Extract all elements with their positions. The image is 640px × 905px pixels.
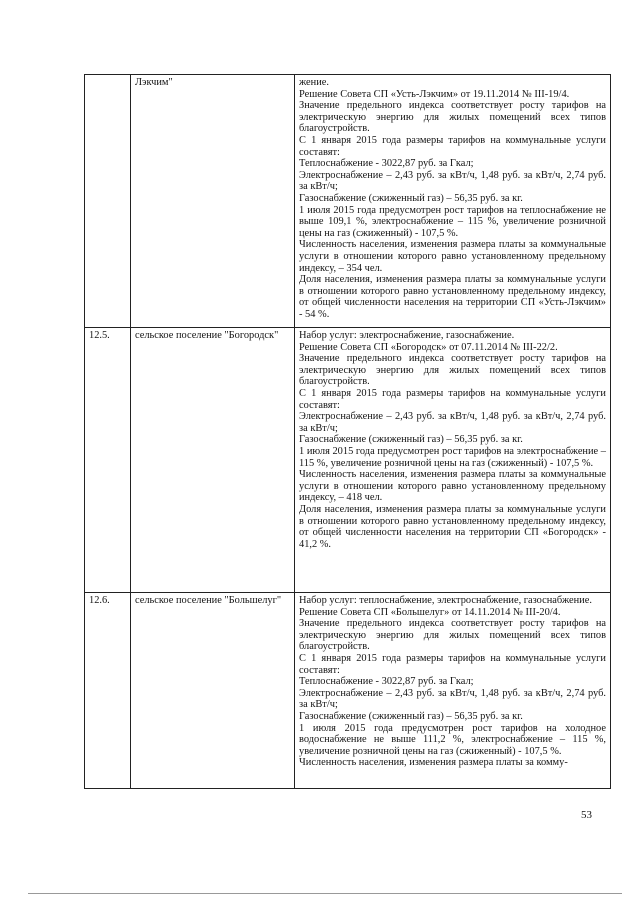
description-line: Электроснабжение – 2,43 руб. за кВт/ч, 1,48 руб. за кВт/ч, 2,74 руб. за кВт/ч; bbox=[299, 687, 606, 711]
settlement-name-cell: сельское поселение "Богородск" bbox=[131, 328, 295, 593]
description-line: Набор услуг: теплоснабжение, электроснабжение, газоснабжение. bbox=[299, 595, 592, 606]
description-line: Решение Совета СП «Большелуг» от 14.11.2014 № III-20/4. bbox=[299, 606, 561, 618]
description-line: Теплоснабжение - 3022,87 руб. за Гкал; bbox=[299, 676, 474, 688]
description-line: Газоснабжение (сжиженный газ) – 56,35 руб. за кг. bbox=[299, 434, 523, 446]
description-line: Доля населения, изменения размера платы за коммунальные услуги в отношении которого равно установленному предельному индексу, от общей численности населения на территории СП «Усть-Лэкчим» - 54 %. bbox=[299, 274, 606, 320]
description-line: Значение предельного индекса соответствует росту тарифов на электрическую энергию для жилых помещений всех типов благоустройств. bbox=[299, 618, 606, 653]
row-number-cell bbox=[85, 75, 131, 328]
description-line: С 1 января 2015 года размеры тарифов на коммунальные услуги составят: bbox=[299, 652, 606, 676]
description-line: Численность населения, изменения размера платы за комму- bbox=[299, 757, 568, 769]
page-number: 53 bbox=[581, 809, 592, 821]
settlement-name-cell: сельское поселение "Большелуг" bbox=[131, 593, 295, 789]
description-line: Решение Совета СП «Усть-Лэкчим» от 19.11.2014 № III-19/4. bbox=[299, 88, 570, 100]
description-line: С 1 января 2015 года размеры тарифов на коммунальные услуги составят: bbox=[299, 387, 606, 411]
description-line: 1 июля 2015 года предусмотрен рост тарифов на холодное водоснабжение не выше 111,2 %, электроснабжение – 115 %, увеличение розничной цены на газ (сжиженный) - 107,5 %. bbox=[299, 722, 606, 757]
description-line: Газоснабжение (сжиженный газ) – 56,35 руб. за кг. bbox=[299, 192, 523, 204]
settlements-table bbox=[84, 74, 611, 789]
table-body bbox=[85, 75, 611, 789]
description-line: С 1 января 2015 года размеры тарифов на коммунальные услуги составят: bbox=[299, 134, 606, 158]
description-cell bbox=[295, 593, 611, 789]
description-line: Значение предельного индекса соответствует росту тарифов на электрическую энергию для жилых помещений всех типов благоустройств. bbox=[299, 100, 606, 135]
description-line: Решение Совета СП «Богородск» от 07.11.2014 № III-22/2. bbox=[299, 341, 558, 353]
description-line: Значение предельного индекса соответствует росту тарифов на электрическую энергию для жилых помещений всех типов благоустройств. bbox=[299, 353, 606, 388]
bottom-divider bbox=[28, 893, 622, 894]
table-row bbox=[85, 593, 611, 789]
row-number-cell: 12.6. bbox=[85, 593, 131, 789]
settlement-name-cell: Лэкчим" bbox=[131, 75, 295, 328]
description-line: Численность населения, изменения размера платы за коммунальные услуги в отношении которого равно установленному предельному индексу, – 418 чел. bbox=[299, 469, 606, 504]
table-row bbox=[85, 75, 611, 328]
description-line: 1 июля 2015 года предусмотрен рост тарифов на электроснабжение – 115 %, увеличение розничной цены на газ (сжиженный) - 107,5 %. bbox=[299, 445, 606, 469]
row-number-cell: 12.5. bbox=[85, 328, 131, 593]
description-line: Газоснабжение (сжиженный газ) – 56,35 руб. за кг. bbox=[299, 710, 523, 722]
table-row bbox=[85, 328, 611, 593]
description-line: Теплоснабжение - 3022,87 руб. за Гкал; bbox=[299, 158, 474, 170]
description-line: Доля населения, изменения размера платы за коммунальные услуги в отношении которого равно установленному предельному индексу, от общей численности населения на территории СП «Богородск» - 41,2 %. bbox=[299, 503, 606, 550]
description-line: Электроснабжение – 2,43 руб. за кВт/ч, 1,48 руб. за кВт/ч, 2,74 руб. за кВт/ч; bbox=[299, 411, 606, 434]
description-cell bbox=[295, 75, 611, 328]
description-line: Численность населения, изменения размера платы за коммунальные услуги в отношении которого равно установленному предельному индексу, – 354 чел. bbox=[299, 239, 606, 274]
description-line: Электроснабжение – 2,43 руб. за кВт/ч, 1,48 руб. за кВт/ч, 2,74 руб. за кВт/ч; bbox=[299, 169, 606, 193]
description-cell bbox=[295, 328, 611, 593]
description-line: жение. bbox=[299, 77, 329, 88]
description-line: 1 июля 2015 года предусмотрен рост тарифов на теплоснабжение не выше 109,1 %, электроснабжение – 115 %, увеличение розничной цены на газ (сжиженный) - 107,5 %. bbox=[299, 204, 606, 239]
description-line: Набор услуг: электроснабжение, газоснабжение. bbox=[299, 330, 515, 341]
